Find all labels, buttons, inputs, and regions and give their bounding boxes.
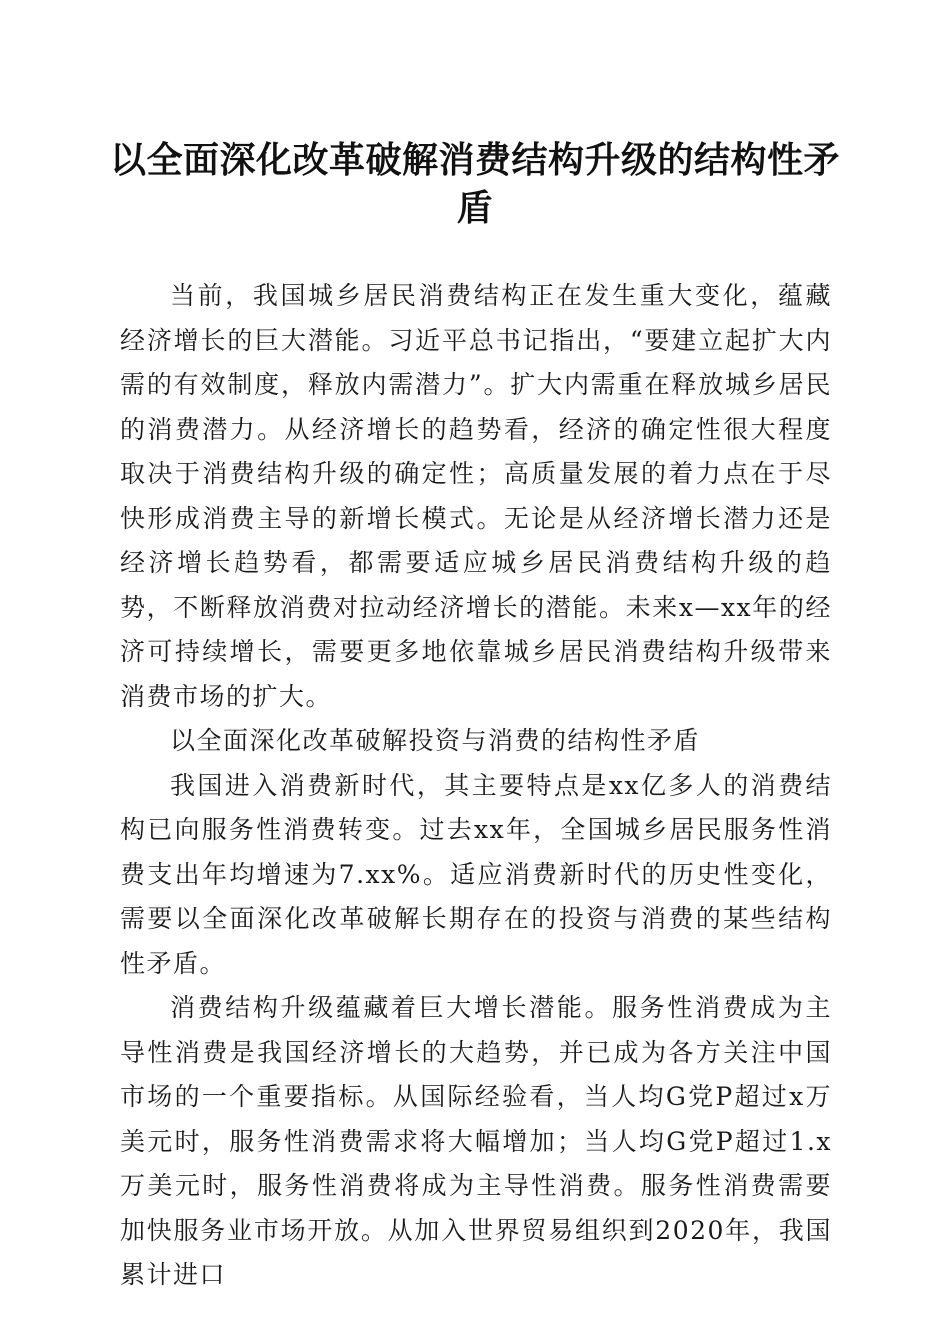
section-heading: 以全面深化改革破解投资与消费的结构性矛盾	[170, 726, 701, 755]
paragraph-intro: 当前，我国城乡居民消费结构正在发生重大变化，蕴藏经济增长的巨大潜能。习近平总书记指出，“要建立起扩大内需的有效制度，释放内需潜力”。扩大内需重在释放城乡居民的消费潜力。从经济增长的趋势看，经济的确定性很大程度取决于消费结构升级的确定性；高质量发展的着力点在于尽快形成消费主导的新增长模式。无论是从经济增长潜力还是经济增长趋势看，都需要适应城乡居民消费结构升级的趋势，不断释放消费对拉动经济增长的潜能。未来x—xx年的经济可持续增长，需要更多地依靠城乡居民消费结构升级带来消费市场的扩大。	[120, 281, 832, 711]
document-body	[120, 274, 832, 1298]
paragraph-consumption-era: 我国进入消费新时代，其主要特点是xx亿多人的消费结构已向服务性消费转变。过去xx年，全国城乡居民服务性消费支出年均增速为7.xx%。适应消费新时代的历史性变化，需要以全面深化改革破解长期存在的投资与消费的某些结构性矛盾。	[120, 770, 832, 978]
paragraph-growth-potential: 消费结构升级蕴藏着巨大增长潜能。服务性消费成为主导性消费是我国经济增长的大趋势，并已成为各方关注中国市场的一个重要指标。从国际经验看，当人均G党P超过x万美元时，服务性消费需求将大幅增加；当人均G党P超过1.x万美元时，服务性消费将成为主导性消费。服务性消费需要加快服务业市场开放。从加入世界贸易组织到2020年，我国累计进口	[120, 993, 832, 1289]
document-title: 以全面深化改革破解消费结构升级的结构性矛盾	[110, 139, 841, 229]
